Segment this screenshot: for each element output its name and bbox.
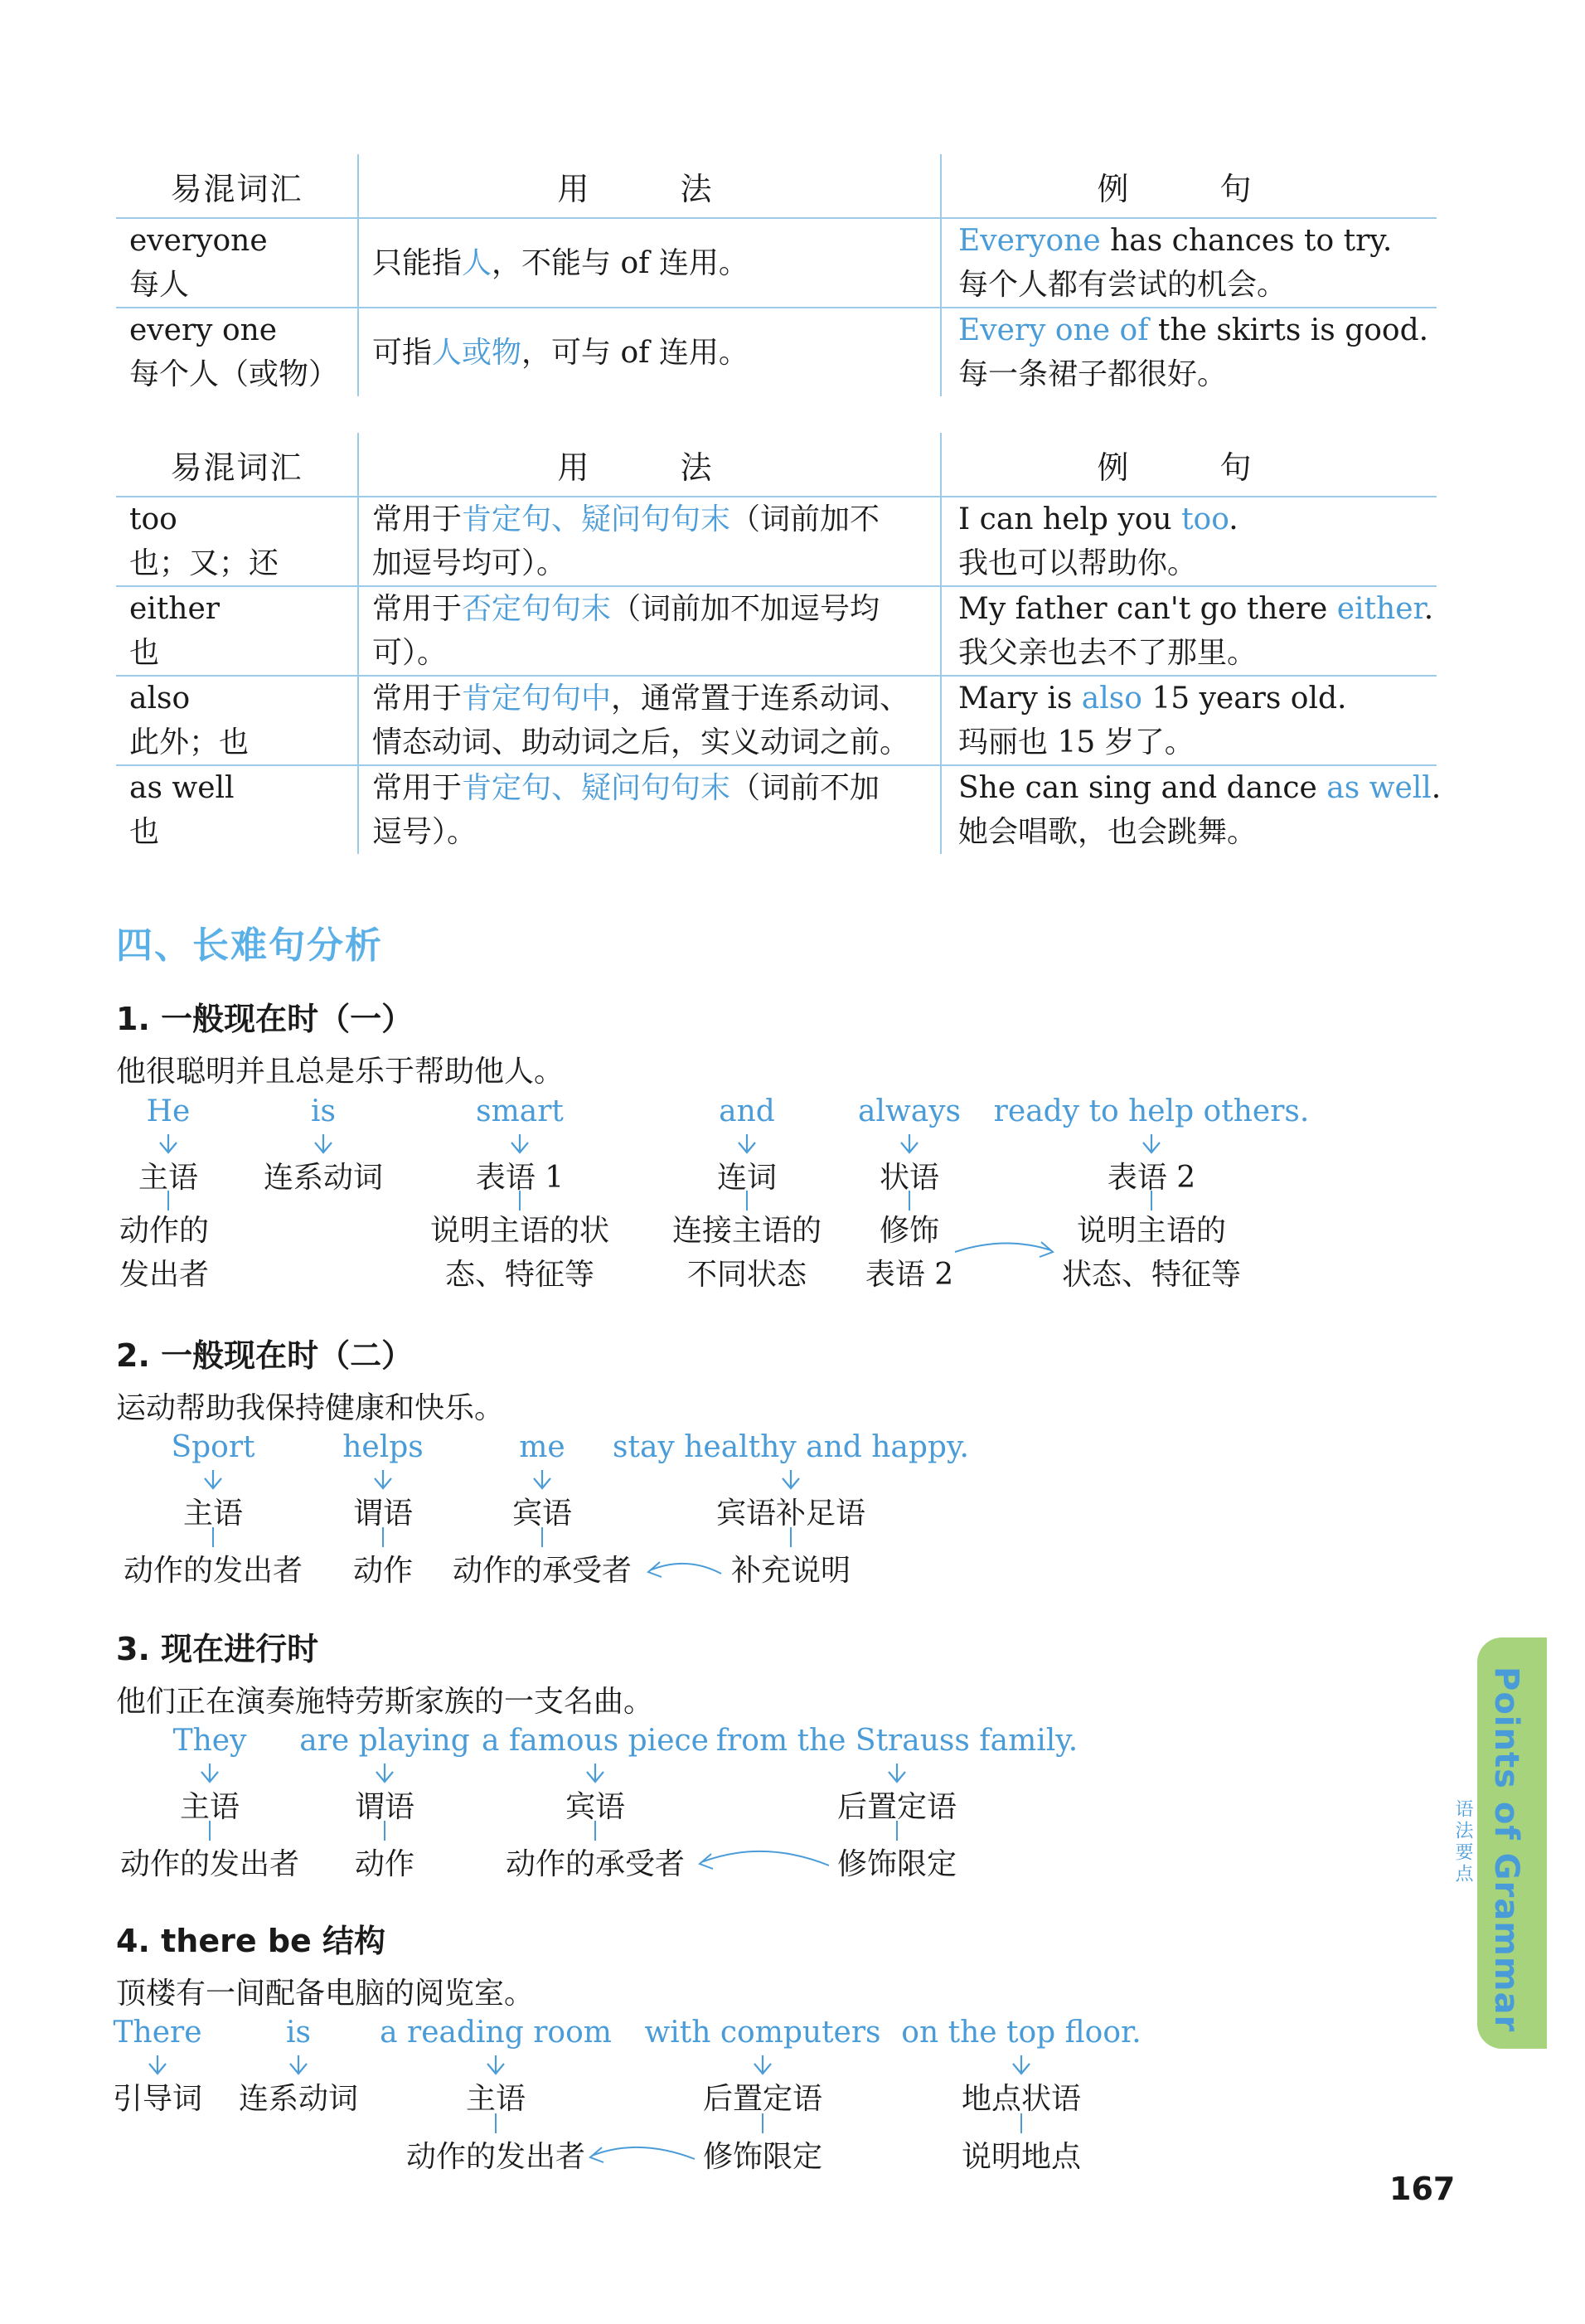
text-segment: Mary is [958, 682, 1082, 716]
table-row [116, 497, 1437, 586]
highlight-text: 肯定句、疑问句句末 [462, 502, 731, 536]
example-cn: 玛丽也 15 岁了。 [958, 725, 1195, 759]
usage-line-1 [372, 677, 927, 720]
page-number: 167 [1389, 2171, 1456, 2207]
example-cn: 我父亲也去不了那里。 [958, 636, 1258, 670]
s2-word-stay: stay healthy and happy. [613, 1430, 969, 1464]
s1-chinese-sentence: 他很聪明并且总是乐于帮助他人。 [116, 1055, 565, 1089]
text-segment: 常用于 [372, 771, 463, 805]
word: as well [129, 771, 235, 805]
text-segment: （词前加不加逗号均 [611, 592, 880, 626]
s1-desc-ready: 说明主语的 状态、特征等 [1061, 1214, 1242, 1292]
highlight-text: Everyone [958, 224, 1101, 258]
s2-word-sport: Sport [171, 1430, 255, 1464]
text-segment: ，可与 of 连用。 [521, 335, 749, 370]
word: everyone [129, 224, 268, 258]
table-header-row [116, 433, 1437, 497]
highlight-text: 人或物 [432, 335, 522, 370]
usage-line-2 [372, 541, 927, 585]
s4-desc-postmodifier: 修饰限定 [702, 2140, 823, 2174]
highlight-text: 肯定句、疑问句句末 [462, 771, 731, 805]
table-row [116, 218, 1437, 308]
s3-role-object: 宾语 [565, 1790, 626, 1824]
text-segment: （词前不加 [730, 771, 880, 805]
header-words: 易混词汇 [116, 433, 358, 497]
usage-line-1 [372, 497, 927, 541]
word-cn: 每个人（或物） [129, 357, 339, 391]
usage [372, 331, 927, 375]
usage-line-2 [372, 720, 927, 764]
s3-role-postmodifier: 后置定语 [836, 1790, 957, 1824]
s3-desc-postmodifier: 修饰限定 [836, 1847, 957, 1881]
s4-word-top-floor: on the top floor. [901, 2016, 1141, 2050]
s1-word-always: always [857, 1094, 962, 1128]
s4-role-introductory: 引导词 [112, 2082, 203, 2116]
usage-line-2 [372, 810, 927, 854]
s2-role-predicate: 谓语 [352, 1497, 414, 1531]
s1-desc-always: 修饰 表语 2 [865, 1214, 954, 1292]
s4-role-place-adverbial: 地点状语 [961, 2082, 1082, 2116]
text-segment: 逗号）。 [372, 815, 477, 849]
s4-role-postmodifier: 后置定语 [702, 2082, 823, 2116]
header-words: 易混词汇 [116, 154, 358, 218]
table-row [116, 765, 1437, 854]
highlight-text: 否定句句末 [462, 592, 612, 626]
word-cn: 每人 [129, 268, 190, 302]
s1-desc-he: 动作的 发出者 [119, 1214, 210, 1292]
word-cn: 也 [129, 636, 160, 670]
text-segment: the skirts is good. [1148, 313, 1429, 347]
text-segment: 可）。 [372, 636, 448, 670]
s2-role-object: 宾语 [511, 1497, 573, 1531]
s4-word-with-computers: with computers [644, 2016, 881, 2050]
usage-line-1 [372, 587, 927, 631]
text-segment: 15 years old. [1141, 682, 1347, 716]
text-segment: ，通常置于连系动词、 [611, 682, 910, 716]
s3-title: 3. 现在进行时 [116, 1631, 319, 1667]
s3-chinese-sentence: 他们正在演奏施特劳斯家族的一支名曲。 [116, 1685, 654, 1719]
example-cn: 每一条裙子都很好。 [958, 357, 1228, 391]
text-segment: . [1431, 771, 1442, 805]
text-segment: 情态动词、助动词之后，实义动词之前。 [372, 725, 910, 759]
s1-title: 1. 一般现在时（一） [116, 1001, 414, 1037]
s4-word-there: There [113, 2016, 202, 2050]
table-row [116, 676, 1437, 765]
s3-word-are-playing: are playing [299, 1724, 470, 1758]
header-usage: 用 法 [358, 433, 941, 497]
example-en [958, 219, 1423, 263]
example-cn: 她会唱歌，也会跳舞。 [958, 815, 1258, 849]
s2-title: 2. 一般现在时（二） [116, 1337, 414, 1374]
example-en [958, 497, 1423, 541]
s3-role-subject: 主语 [179, 1790, 240, 1824]
highlight-text: too [1181, 502, 1229, 536]
section-title: 四、长难句分析 [116, 924, 383, 967]
s2-desc-subject: 动作的发出者 [123, 1554, 303, 1588]
example-en [958, 308, 1429, 352]
s3-desc-subject: 动作的发出者 [119, 1847, 300, 1881]
s1-desc-and: 连接主语的 不同状态 [671, 1214, 822, 1292]
s2-desc-complement: 补充说明 [730, 1554, 851, 1588]
usage-line-1 [372, 766, 927, 810]
text-segment: 加逗号均可）。 [372, 546, 567, 580]
vocab-table-2 [116, 433, 1442, 854]
s1-role-predicative-1: 表语 1 [475, 1161, 565, 1195]
s1-role-predicative-2: 表语 2 [1107, 1161, 1196, 1195]
s1-word-ready: ready to help others. [993, 1094, 1310, 1128]
s1-word-and: and [719, 1094, 775, 1128]
s2-word-helps: helps [342, 1430, 424, 1464]
highlight-text: also [1081, 682, 1142, 716]
highlight-text: as well [1326, 771, 1432, 805]
usage-line-2 [372, 631, 927, 675]
word: too [129, 502, 177, 536]
s4-role-subject: 主语 [465, 2082, 526, 2116]
s3-role-predicate: 谓语 [354, 1790, 415, 1824]
highlight-text: 肯定句句中 [462, 682, 612, 716]
text-segment: I can help you [958, 502, 1182, 536]
table-row [116, 586, 1437, 676]
s4-role-linking-verb: 连系动词 [238, 2082, 359, 2116]
text-segment: . [1229, 502, 1238, 536]
text-segment: 常用于 [372, 592, 463, 626]
s2-desc-object: 动作的承受者 [452, 1554, 633, 1588]
word: every one [129, 313, 278, 347]
example-cn: 我也可以帮助你。 [958, 546, 1198, 580]
vocab-table-1 [116, 154, 1437, 396]
example-en [958, 677, 1423, 720]
side-tab-subtitle: 语法要点 [1452, 1799, 1473, 1885]
s3-desc-object: 动作的承受者 [505, 1847, 686, 1881]
text-segment: . [1423, 592, 1434, 626]
side-tab-title: Points of Grammar [1487, 1667, 1525, 2033]
highlight-text: Every one of [958, 313, 1149, 347]
text-segment: My father can't go there [958, 592, 1337, 626]
s2-word-me: me [519, 1430, 565, 1464]
s1-role-conjunction: 连词 [716, 1161, 778, 1195]
s3-desc-predicate: 动作 [354, 1847, 415, 1881]
text-segment: 常用于 [372, 502, 463, 536]
text-segment: ，不能与 of 连用。 [492, 245, 749, 280]
example-en [958, 766, 1442, 810]
s4-word-is: is [286, 2016, 311, 2050]
s2-role-complement: 宾语补足语 [715, 1497, 866, 1531]
word-cn: 也 [129, 815, 160, 849]
header-usage: 用 法 [358, 154, 941, 218]
s3-word-famous-piece: a famous piece [482, 1724, 709, 1758]
word-cn: 此外；也 [129, 725, 250, 759]
example-en [958, 587, 1434, 631]
text-segment: 只能指 [372, 245, 463, 280]
s1-word-he: He [146, 1094, 191, 1128]
s1-word-smart: smart [476, 1094, 564, 1128]
s4-desc-subject: 动作的发出者 [405, 2140, 586, 2174]
header-examples: 例 句 [941, 154, 1437, 218]
s1-word-is: is [311, 1094, 336, 1128]
text-segment: has chances to try. [1100, 224, 1393, 258]
s2-chinese-sentence: 运动帮助我保持健康和快乐。 [116, 1391, 505, 1425]
word-cn: 也；又；还 [129, 546, 279, 580]
s2-role-subject: 主语 [182, 1497, 244, 1531]
text-segment: She can sing and dance [958, 771, 1327, 805]
usage [372, 241, 927, 285]
highlight-text: either [1336, 592, 1424, 626]
s4-title: 4. there be 结构 [116, 1923, 386, 1959]
s3-word-they: They [172, 1724, 247, 1758]
word: either [129, 592, 220, 626]
text-segment: 可指 [372, 335, 433, 370]
text-segment: 常用于 [372, 682, 463, 716]
header-examples: 例 句 [941, 433, 1437, 497]
s1-desc-smart: 说明主语的状 态、特征等 [429, 1214, 610, 1292]
s1-role-linking-verb: 连系动词 [263, 1161, 384, 1195]
highlight-text: 人 [462, 245, 492, 280]
word: also [129, 682, 191, 716]
text-segment: （词前加不 [730, 502, 880, 536]
example-cn: 每个人都有尝试的机会。 [958, 268, 1287, 302]
table-row [116, 308, 1437, 396]
s1-role-adverbial: 状语 [879, 1161, 940, 1195]
s3-word-from-strauss: from the Strauss family. [715, 1724, 1078, 1758]
s4-desc-place: 说明地点 [961, 2140, 1082, 2174]
s2-desc-predicate: 动作 [352, 1554, 414, 1588]
s4-chinese-sentence: 顶楼有一间配备电脑的阅览室。 [116, 1977, 535, 2011]
s4-word-reading-room: a reading room [380, 2016, 612, 2050]
s1-role-subject: 主语 [138, 1161, 199, 1195]
table-header-row [116, 154, 1437, 218]
